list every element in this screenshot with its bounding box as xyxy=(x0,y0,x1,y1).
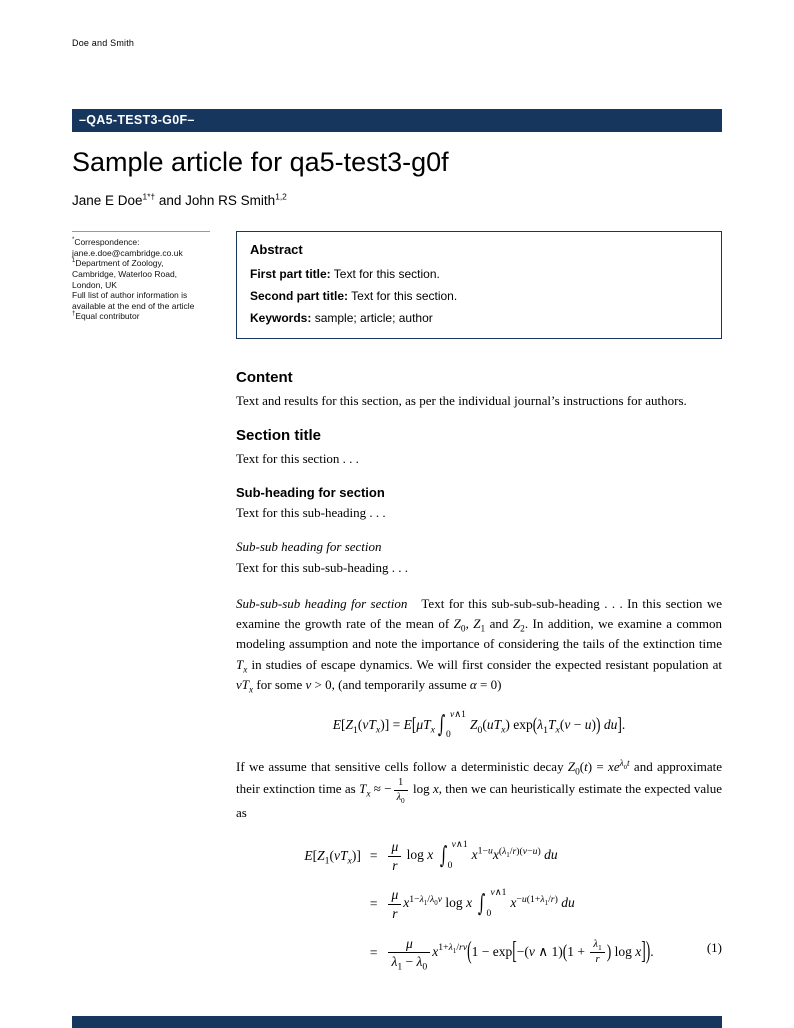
running-head: Doe and Smith xyxy=(72,38,135,48)
authors-line: Jane E Doe$^{1*\dagger}$ and John RS Smith$^{1,2}$ xyxy=(72,191,287,208)
abstract-label-first: First part title: xyxy=(250,267,331,282)
align-rhs-line3: $\frac{\mu}{\lambda_1 - \lambda_0}$ $x^{1+\lambda_1/rv}(1 - \exp[-(v$ ∧ 1)(1 + $\frac{\lambda_1}{r}$ ) log x]). xyxy=(386,936,653,970)
article-title: Sample article for qa5-test3-g0f xyxy=(72,147,449,177)
display-equation: $E[Z_1(vT_x)] = E[\mu T_x$ ∫ v∧1 0 $Z_0(uT_x) \exp(\lambda_1T_x(v - u))$ du]. xyxy=(332,709,626,741)
abstract-box xyxy=(236,231,722,339)
aligned-equations xyxy=(236,839,722,973)
sidebar-line-authorinfo-2: available at the end of the article xyxy=(72,300,195,311)
align-equals-3: = xyxy=(369,944,378,960)
align-equals-1: = xyxy=(369,848,378,864)
subsubsub-heading: Sub-sub-sub heading for section xyxy=(236,596,408,612)
abstract-text-second: Text for this section. xyxy=(351,288,458,303)
subsection-paragraph: Text for this sub-heading . . . xyxy=(236,504,386,520)
abstract-item-second xyxy=(250,288,708,305)
subsubsub-paragraph xyxy=(236,594,722,695)
abstract-heading: Abstract xyxy=(250,242,303,257)
sidebar-line-authorinfo-1: Full list of author information is xyxy=(72,290,188,301)
subsubsection-heading: Sub-sub heading for section xyxy=(236,539,382,554)
align-equals-2: = xyxy=(369,896,378,912)
align-lhs: $E[Z_1(vT_x)]$ xyxy=(304,848,361,868)
subsubsub-text: Text for this sub-sub-sub-heading . . . In this section we examine the growth rate of the mean of $Z_0$, $Z_1$ and $Z_2$. In addition, we examine a common modeling assumption and note the importance of considering the tails of the extinction time $T_x$ in studies of escape dynamics. We will first consider the expected resistant population at $vT_x$ for some v > 0, (and temporarily assume α = 0) xyxy=(236,596,723,696)
main-column xyxy=(236,231,723,973)
abstract-label-keywords: Keywords: xyxy=(250,310,312,325)
sidebar-line-email: jane.e.doe@cambridge.co.uk xyxy=(72,247,183,258)
footer-bar xyxy=(72,1016,722,1028)
subsection-heading: Sub-heading for section xyxy=(236,484,385,500)
estimate-paragraph: If we assume that sensitive cells follow a deterministic decay $Z_0(t) = xe^{\lambda_0t}$ and approximate their extinction time as $T_x$ ≈ − $\frac{1}{\lambda_0}$ log x, then we can heuristically estimate the expected value as xyxy=(236,758,722,821)
abstract-item-keywords xyxy=(250,310,708,327)
sidebar-line-affiliation-2: Cambridge, Waterloo Road, xyxy=(72,268,178,279)
journal-banner: –QA5-TEST3-G0F– xyxy=(72,109,722,132)
abstract-text-first: Text for this section. xyxy=(333,267,440,282)
align-rhs-line1: $\frac{\mu}{r}$ log x ∫ v∧1 0 $x^{1-u}x^{(\lambda_1/r)(v-u)}$ du xyxy=(386,839,557,873)
abstract-label-second: Second part title: xyxy=(250,288,349,303)
align-rhs-line2: $\frac{\mu}{r}$ $x^{1-\lambda_1/\lambda_0v}$ log x ∫ v∧1 0 $x^{-u(1+\lambda_1/r)}$ du xyxy=(386,887,574,921)
correspondence-sidebar xyxy=(72,231,210,322)
section-paragraph: Text for this section . . . xyxy=(236,450,359,466)
sidebar-line-equal-contributor: †Equal contributor xyxy=(72,311,140,322)
sidebar-line-affiliation-3: London, UK xyxy=(72,279,117,290)
section-heading: Section title xyxy=(236,426,322,444)
subsubsection-paragraph: Text for this sub-sub-heading . . . xyxy=(236,560,409,575)
content-paragraph: Text and results for this section, as per the individual journal’s instructions for authors. xyxy=(236,392,687,408)
equation-number: (1) xyxy=(706,939,722,955)
abstract-item-first xyxy=(250,266,708,283)
abstract-text-keywords: sample; article; author xyxy=(314,310,433,325)
content-heading: Content xyxy=(236,368,293,386)
sidebar-line-affiliation-1: $^1$Department of Zoology, xyxy=(72,258,164,269)
sidebar-line-correspondence: *Correspondence: xyxy=(72,237,140,247)
